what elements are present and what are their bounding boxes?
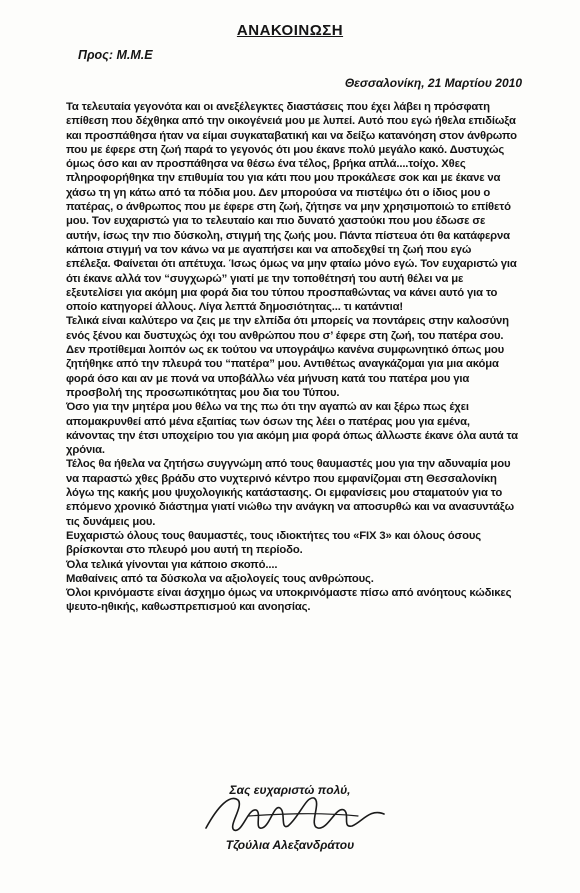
dateline: Θεσσαλονίκη, 21 Μαρτίου 2010 <box>344 76 522 90</box>
recipient-line: Προς: Μ.Μ.Ε <box>78 48 153 62</box>
paragraph: Δεν προτίθεμαι λοιπόν ως εκ τούτου να υπογράψω κανένα συμφωνητικό όπως μου ζητήθηκε από την πλευρά του “πατέρα” μου. Αντιθέτως αναγκάζομαι για μια ακόμα φορά όσο και αν με πονά να υποβάλλω νέα μήνυση κατά του πατέρα μου για προσβολή της προσωπικότητας μου δια του Τύπου. <box>66 344 505 399</box>
paragraph: Τέλος θα ήθελα να ζητήσω συγγνώμη από τους θαυμαστές μου για την αδυναμία μου να παραστώ χθες βράδυ στο νυχτερινό κέντρο που εμφανίζομαι στη Θεσσαλονίκη λόγω της κακής μου ψυχολογικής κατάστασης. Οι εμφανίσεις μου σταματούν για το επόμενο χρονικό διάστημα γιατί νιώθω την ανάγκη να αποσυρθώ και να ανασυντάξω τις δυνάμεις μου. <box>66 458 515 528</box>
signer-name: Τζούλια Αλεξανδράτου <box>225 838 355 852</box>
paragraph: Τελικά είναι καλύτερο να ζεις με την ελπίδα ότι μπορείς να ποντάρεις στην καλοσύνη ενός ξένου και δυστυχώς όχι του ανθρώπου που σ’ έφερε στη ζωή, του πατέρα σου. <box>66 315 509 342</box>
paragraph: Όσο για την μητέρα μου θέλω να της πω ότι την αγαπώ αν και ξέρω πως έχει απομακρυνθεί από μένα εξαιτίας των όσων της λέει ο πατέρας μου για εμένα, κάνοντας την έτσι υποχείριο του για ακόμη μια φορά όπως άλλωστε έκανε όλα αυτά τα χρόνια. <box>66 401 518 457</box>
paragraph: Τα τελευταία γεγονότα και οι ανεξέλεγκτες διαστάσεις που έχει λάβει η πρόσφατη επίθεση που δέχθηκα από την οικογένειά μου με λυπεί. Αυτό που εγώ ήθελα επιδίωξα και προσπάθησα ήταν να είμαι συγκαταβατική και να δείξω κατανόηση στον άνθρωπο που με έφερε στη ζωή παρά το γεγονός ότι μου έκανε πολύ μεγάλο κακό. Δυστυχώς όμως όσο και αν προσπάθησα να θέσω ένα τέλος, βρήκα απλά....τοίχο. Χθες πληροφορήθηκα την επιθυμία του για κάτι που μου προκάλεσε σοκ και με έκανε να χάσω τη γη κάτω από τα πόδια μου. Δεν μπορούσα να πιστέψω ότι ο ίδιος μου ο πατέρας, ο άνθρωπος που με έφερε στη ζωή, ζήτησε να μην χρησιμοποιώ το επίθετό μου. Τον ευχαριστώ για το τελευταίο και πιο δυνατό χαστούκι που μου έδωσε σε αυτήν, ίσως την πιο δύσκολη, στιγμή της ζωής μου. Πάντα πίστευα ότι θα κατάφερνα κάποια στιγμή να τον κάνω να με αγαπήσει και να αποδεχθεί τη ζωή που εγώ επέλεξα. Φαίνεται ότι απέτυχα. Ίσως όμως να μην φταίω μόνο εγώ. Τον ευχαριστώ για ότι έκανε αλλά τον “συγχωρώ” γιατί με την τοποθέτησή του αυτή θέλει να με εξευτελίσει για ακόμη μια φορά δια του τύπου προσπαθώντας να κάνει αυτό για το οποίο κατηγορεί άλλους. Λίγα λεπτά δημοσιότητας... τι κατάντια! <box>66 101 517 314</box>
closing-line: Σας ευχαριστώ πολύ, <box>229 783 351 797</box>
letter-body <box>66 100 518 615</box>
paragraph: Μαθαίνεις από τα δύσκολα να αξιολογείς τους ανθρώπους. <box>66 572 374 585</box>
document-title: ΑΝΑΚΟΙΝΩΣΗ <box>236 22 344 39</box>
paragraph: Όλα τελικά γίνονται για κάποιο σκοπό.... <box>66 558 278 571</box>
paragraph: Όλοι κρινόμαστε είναι άσχημο όμως να υποκρινόμαστε πίσω από ανόητους κώδικες ψευτο-ηθικής, καθωσπρεπισμού και ανοησίας. <box>66 587 512 614</box>
paragraph: Ευχαριστώ όλους τους θαυμαστές, τους ιδιοκτήτες του «FIX 3» και όλους όσους βρίσκονται στο πλευρό μου αυτή τη περίοδο. <box>66 529 482 557</box>
handwritten-signature <box>188 786 398 846</box>
